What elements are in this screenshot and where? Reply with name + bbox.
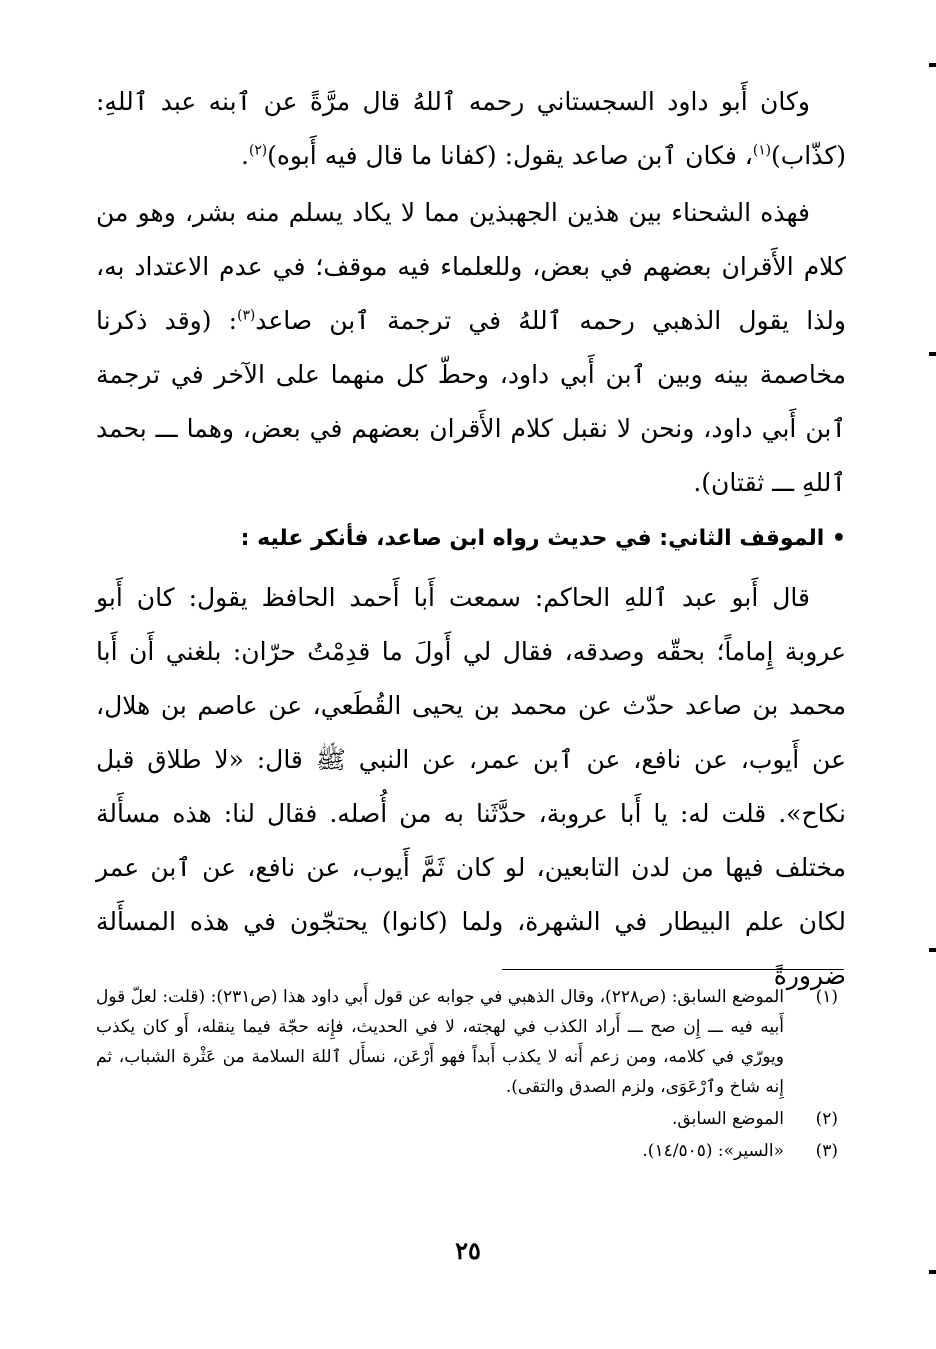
footnote-separator: [502, 969, 844, 970]
paragraph-1-text: وكان أَبو داود السجستاني رحمه ٱللهُ قال مرَّةً عن ٱبنه عبد ٱللهِ: (كذّاب): [96, 87, 846, 170]
paragraph-2-quote: : (وقد ذكرنا مخاصمة بينه وبين ٱبن أَبي داود، وحطّ كل منهما على الآخر في ترجمة ٱبن أَبي داود، ونحن لا نقبل كلام الأَقران بعضهم في بعض، وهما ـــ بحمد ٱللهِ ـــ ثقتان).: [96, 306, 846, 497]
footnote-ref-1[interactable]: (١): [752, 142, 771, 159]
margin-mark: [929, 948, 936, 952]
footnote-number: (٣): [815, 1141, 838, 1161]
margin-mark: [929, 63, 936, 67]
margin-mark: [929, 352, 936, 356]
paragraph-2-text: فهذه الشحناء بين هذين الجهبذين مما لا يكاد يسلم منه بشر، وهو من كلام الأَقران بعضهم في بعض، وللعلماء فيه موقف؛ في عدم الاعتداد به، ولذا يقول الذهبي رحمه ٱللهُ في ترجمة ٱبن صاعد: [96, 198, 846, 335]
margin-mark: [929, 1270, 936, 1274]
footnote-2: [96, 1104, 840, 1134]
footnote-text: «السير»: (١٤/٥٠٥).: [642, 1141, 784, 1161]
footnote-ref-3[interactable]: (٣): [237, 307, 256, 324]
section-heading: • الموقف الثاني: في حديث رواه ابن صاعد، فأنكر عليه :: [240, 526, 846, 551]
footnotes: [96, 982, 840, 1168]
paragraph-1-middle: ، فكان ٱبن صاعد يقول: (كفانا ما قال فيه أَبوه): [267, 141, 753, 170]
footnote-ref-2[interactable]: (٢): [248, 142, 268, 159]
paragraph-1-end: .: [240, 141, 249, 170]
paragraph-1: [96, 75, 846, 183]
footnote-1: [96, 982, 840, 1102]
footnote-3: [96, 1136, 840, 1166]
paragraph-3: قال أَبو عبد ٱللهِ الحاكم: سمعت أَبا أَحمد الحافظ يقول: كان أَبو عروبة إِماماً؛ بحقّه وصدقه، فقال لي أَولَ ما قدِمْتُ حرّان: بلغني أَن أَبا محمد بن صاعد حدّث عن محمد بن يحيى القُطَعي، عن عاصم بن هلال، عن أَيوب، عن نافع، عن ٱبن عمر، عن النبي ﷺ قال: «لا طلاق قبل نكاح». قلت له: يا أَبا عروبة، حدَّثَنا به من أُصله. فقال لنا: هذه مسأَلة مختلف فيها من لدن التابعين، لو كان ثَمَّ أَيوب، عن نافع، عن ٱبن عمر لكان علم البيطار في الشهرة، ولما (كانوا) يحتجّون في هذه المسأَلة ضرورةً: [96, 583, 846, 990]
footnote-number: (٢): [815, 1109, 838, 1129]
page-number: ٢٥: [455, 1236, 481, 1265]
footnote-text: الموضع السابق: (ص٢٢٨)، وقال الذهبي في جوابه عن قول أَبي داود هذا (ص٢٣١): (قلت: لعلّ قول أَبيه فيه ـــ إِن صح ـــ أَراد الكذب في لهجته، لا في الحديث، فإِنه حجّة فيما ينقله، أَو كان يكذب ويورّي في كلامه، ومن زعم أَنه لا يكذب أَبداً فهو أَرْعَن، نسأَل ٱللهَ السلامة من عَثْرة الشباب، ثم إِنه شاخ وٱرْعَوَى، ولزم الصدق والتقى).: [96, 987, 785, 1097]
paragraph-2: [96, 186, 846, 510]
footnote-text: الموضع السابق.: [672, 1109, 784, 1129]
footnote-number: (١): [815, 987, 838, 1007]
